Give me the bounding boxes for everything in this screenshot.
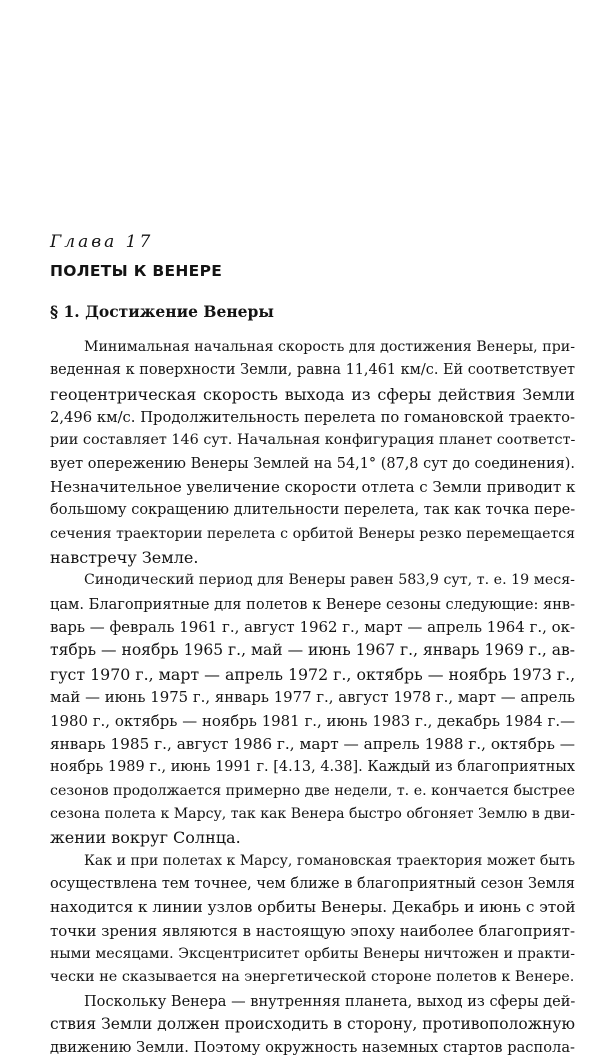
text-line: большому сокращению длительности перелета, так как точка пере- <box>50 502 576 519</box>
text-line: рии составляет 146 сут. Начальная конфигурация планет соответст- <box>50 432 576 449</box>
text-line: тябрь — ноябрь 1965 г., май — июнь 1967 г., январь 1969 г., ав- <box>50 641 575 660</box>
text-line: чески не сказывается на энергетической стороне полетов к Венере. <box>50 969 575 986</box>
text-line: Поскольку Венера — внутренняя планета, выход из сферы дей- <box>84 992 576 1010</box>
text-line: Как и при полетах к Марсу, гомановская траектория может быть <box>84 852 576 869</box>
text-line: веденная к поверхности Земли, равна 11,461 км/с. Ей соответствует <box>50 362 575 379</box>
text-line: январь 1985 г., август 1986 г., март — апрель 1988 г., октябрь — <box>50 734 576 753</box>
text-line: осуществлена тем точнее, чем ближе в благоприятный сезон Земля <box>50 875 575 892</box>
text-line: Незначительное увеличение скорости отлета с Земли приводит к <box>50 478 576 497</box>
text-line: вует опережению Венеры Землей на 54,1° (87,8 сут до соединения). <box>50 455 575 472</box>
section-title: § 1. Достижение Венеры <box>50 302 274 321</box>
text-line: геоцентрическая скорость выхода из сферы действия Земли <box>50 384 575 404</box>
text-line: цам. Благоприятные для полетов к Венере сезоны следующие: янв- <box>50 595 575 613</box>
text-line: ноябрь 1989 г., июнь 1991 г. [4.13, 4.38]. Каждый из благоприятных <box>50 759 575 776</box>
text-line: сезонов продолжается примерно две недели, т. е. кончается быстрее <box>50 782 575 799</box>
text-line: точки зрения являются в настоящую эпоху наиболее благоприят- <box>50 921 575 940</box>
text-line: ными месяцами. Эксцентриситет орбиты Венеры ничтожен и практи- <box>50 945 575 962</box>
text-line: Синодический период для Венеры равен 583,9 сут, т. е. 19 меся- <box>84 572 575 589</box>
text-line: май — июнь 1975 г., январь 1977 г., август 1978 г., март — апрель <box>50 688 575 707</box>
text-line: Минимальная начальная скорость для достижения Венеры, при- <box>84 339 575 355</box>
text-line: ствия Земли должен происходить в сторону, противоположную <box>50 1014 575 1033</box>
chapter-label: Глава 17 <box>50 232 154 252</box>
text-line: навстречу Земле. <box>50 548 199 568</box>
text-line: густ 1970 г., март — апрель 1972 г., октябрь — ноябрь 1973 г., <box>50 664 576 684</box>
text-line: движению Земли. Поэтому окружность наземных стартов распола- <box>50 1039 575 1057</box>
text-line: жении вокруг Солнца. <box>50 828 241 848</box>
text-line: сезона полета к Марсу, так как Венера быстро обгоняет Землю в дви- <box>50 805 575 822</box>
text-line: сечения траектории перелета с орбитой Венеры резко перемещается <box>50 525 575 542</box>
text-line: находится к линии узлов орбиты Венеры. Декабрь и июнь с этой <box>50 898 576 917</box>
text-line: варь — февраль 1961 г., август 1962 г., март — апрель 1964 г., ок- <box>50 618 575 637</box>
text-line: 1980 г., октябрь — ноябрь 1981 г., июнь 1983 г., декабрь 1984 г.— <box>50 711 575 730</box>
body-text <box>50 336 575 1060</box>
chapter-title: ПОЛЕТЫ К ВЕНЕРЕ <box>50 262 223 280</box>
text-line: 2,496 км/с. Продолжительность перелета по гомановской траекто- <box>50 409 575 427</box>
